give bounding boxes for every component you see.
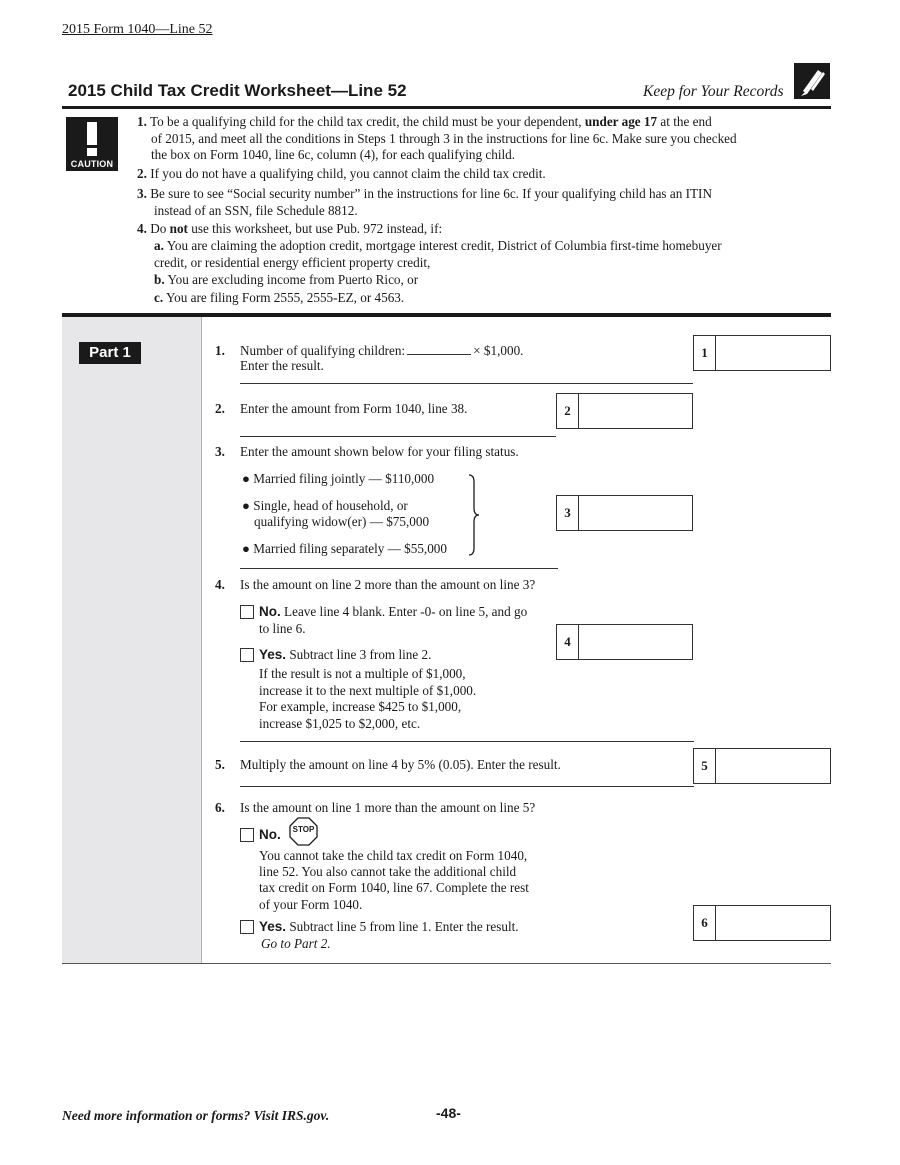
caution-note-4b xyxy=(154,272,418,289)
caution-note-4a-line2: credit, or residential energy efficient property credit, xyxy=(154,254,431,270)
note-text: If you do not have a qualifying child, you cannot claim the child tax credit. xyxy=(150,166,546,181)
line-1-label: Number of qualifying children: xyxy=(240,343,406,358)
caution-note-2 xyxy=(137,166,546,183)
line-6-box[interactable] xyxy=(693,905,831,941)
line-4-note-2: increase it to the next multiple of $1,000. xyxy=(259,683,477,698)
note-number: 4. xyxy=(137,221,147,236)
filing-status-joint: ● Married filing jointly — $110,000 xyxy=(242,471,435,486)
line-6-no-text-2: line 52. You also cannot take the additional child xyxy=(259,864,517,879)
line-6-text: Is the amount on line 1 more than the amount on line 5? xyxy=(240,800,536,815)
line-2-box-number: 2 xyxy=(557,394,579,428)
caution-note-4 xyxy=(137,221,442,238)
note-emphasis: under age 17 xyxy=(584,114,658,129)
note-text: at the end xyxy=(660,114,712,129)
line-2-box[interactable] xyxy=(556,393,693,429)
line-4-yes-checkbox[interactable] xyxy=(240,648,254,662)
note-sublabel: b. xyxy=(154,272,165,287)
caution-note-3-line2: instead of an SSN, file Schedule 8812. xyxy=(154,202,358,218)
yes-label: Yes. xyxy=(259,647,287,662)
line-3-number: 3. xyxy=(215,444,225,459)
line-4-yes-text xyxy=(259,647,431,664)
line-5-number: 5. xyxy=(215,757,225,772)
line-2-rule xyxy=(240,436,556,437)
note-text: To be a qualifying child for the child tax credit, the child must be your dependent, xyxy=(149,114,582,129)
line-3-box[interactable] xyxy=(556,495,693,531)
keep-for-records: Keep for Your Records xyxy=(643,83,784,100)
line-1-multiplier: × $1,000. xyxy=(473,343,524,358)
note-number: 3. xyxy=(137,186,147,201)
note-text: use this worksheet, but use Pub. 972 instead, if: xyxy=(191,221,443,236)
line-4-yes-instruction: Subtract line 3 from line 2. xyxy=(289,647,432,662)
go-to-part-2: Go to Part 2. xyxy=(261,936,331,951)
yes-label: Yes. xyxy=(259,919,287,934)
line-6-yes-instruction: Subtract line 5 from line 1. Enter the result. xyxy=(289,919,519,934)
caution-icon xyxy=(66,117,118,171)
running-head: 2015 Form 1040—Line 52 xyxy=(62,22,213,37)
line-4-box[interactable] xyxy=(556,624,693,660)
line-1-number: 1. xyxy=(215,343,225,358)
note-text: You are filing Form 2555, 2555-EZ, or 4563. xyxy=(165,290,405,305)
note-text: You are excluding income from Puerto Rico, or xyxy=(167,272,419,287)
note-sublabel: a. xyxy=(154,238,164,253)
caution-note-4a xyxy=(154,238,722,255)
line-6-box-number: 6 xyxy=(694,906,716,940)
line-1-instruction: Enter the result. xyxy=(240,358,324,373)
worksheet-bottom-rule xyxy=(62,963,831,964)
part-label: Part 1 xyxy=(79,342,141,364)
line-3-box-number: 3 xyxy=(557,496,579,530)
line-3-text: Enter the amount shown below for your filing status. xyxy=(240,444,519,459)
line-6-no-text-4: of your Form 1040. xyxy=(259,897,363,912)
line-3-rule xyxy=(240,568,558,569)
line-6-no-label: No. xyxy=(259,827,281,842)
caution-note-1-line2: of 2015, and meet all the conditions in Steps 1 through 3 in the instructions for line 6c. Make sure you checked xyxy=(151,130,737,146)
line-6-no-checkbox[interactable] xyxy=(240,828,254,842)
line-6-no-text-1: You cannot take the child tax credit on Form 1040, xyxy=(259,848,528,863)
note-number: 2. xyxy=(137,166,147,181)
caution-label: CAUTION xyxy=(70,159,114,169)
line-1-rule xyxy=(240,383,693,384)
line-4-no-instruction-line2: to line 6. xyxy=(259,621,306,636)
line-4-text: Is the amount on line 2 more than the amount on line 3? xyxy=(240,577,536,592)
pen-icon xyxy=(794,63,830,99)
line-4-no-checkbox[interactable] xyxy=(240,605,254,619)
line-4-rule xyxy=(240,741,694,742)
note-text: Do xyxy=(150,221,167,236)
filing-status-single-line2: qualifying widow(er) — $75,000 xyxy=(254,514,430,529)
caution-note-1-line3: the box on Form 1040, line 6c, column (4), for each qualifying child. xyxy=(151,147,516,163)
line-4-note-1: If the result is not a multiple of $1,000, xyxy=(259,666,466,681)
worksheet-title: 2015 Child Tax Credit Worksheet—Line 52 xyxy=(68,81,407,100)
caution-note-4c xyxy=(154,290,404,307)
line-4-number: 4. xyxy=(215,577,225,592)
filing-status-separate: ● Married filing separately — $55,000 xyxy=(242,541,447,556)
line-4-no-instruction: Leave line 4 blank. Enter -0- on line 5, and go xyxy=(284,604,528,619)
qualifying-children-input[interactable] xyxy=(407,344,471,355)
line-4-note-4: increase $1,025 to $2,000, etc. xyxy=(259,716,421,731)
line-6-yes-checkbox[interactable] xyxy=(240,920,254,934)
stop-icon xyxy=(289,817,318,846)
line-5-box-number: 5 xyxy=(694,749,716,783)
line-5-box[interactable] xyxy=(693,748,831,784)
stop-label: STOP xyxy=(292,825,315,834)
no-label: No. xyxy=(259,604,281,619)
line-1-box-number: 1 xyxy=(694,336,716,370)
filing-status-single: ● Single, head of household, or xyxy=(242,498,408,513)
note-sublabel: c. xyxy=(154,290,164,305)
page-number: -48- xyxy=(436,1105,461,1121)
line-5-text: Multiply the amount on line 4 by 5% (0.05). Enter the result. xyxy=(240,757,561,772)
note-text: Be sure to see “Social security number” in the instructions for line 6c. If your qualifying child has an ITIN xyxy=(150,186,712,201)
part-panel xyxy=(62,317,202,963)
caution-note-1 xyxy=(137,114,777,131)
line-6-no-text-3: tax credit on Form 1040, line 67. Complete the rest xyxy=(259,880,529,895)
line-5-rule xyxy=(240,786,694,787)
line-4-box-number: 4 xyxy=(557,625,579,659)
brace-icon xyxy=(466,474,482,561)
line-4-note-3: For example, increase $425 to $1,000, xyxy=(259,699,462,714)
line-6-number: 6. xyxy=(215,800,225,815)
caution-note-3 xyxy=(137,186,712,203)
line-4-no-text xyxy=(259,604,527,621)
note-number: 1. xyxy=(137,114,147,129)
note-text: You are claiming the adoption credit, mortgage interest credit, District of Columbia first-time homebuyer xyxy=(166,238,722,253)
line-1-box[interactable] xyxy=(693,335,831,371)
line-6-yes-text xyxy=(259,919,519,936)
line-2-number: 2. xyxy=(215,401,225,416)
note-emphasis: not xyxy=(169,221,188,236)
footer-help: Need more information or forms? Visit IRS.gov. xyxy=(62,1108,330,1123)
header-rule xyxy=(62,106,831,109)
line-2-text: Enter the amount from Form 1040, line 38. xyxy=(240,401,468,416)
